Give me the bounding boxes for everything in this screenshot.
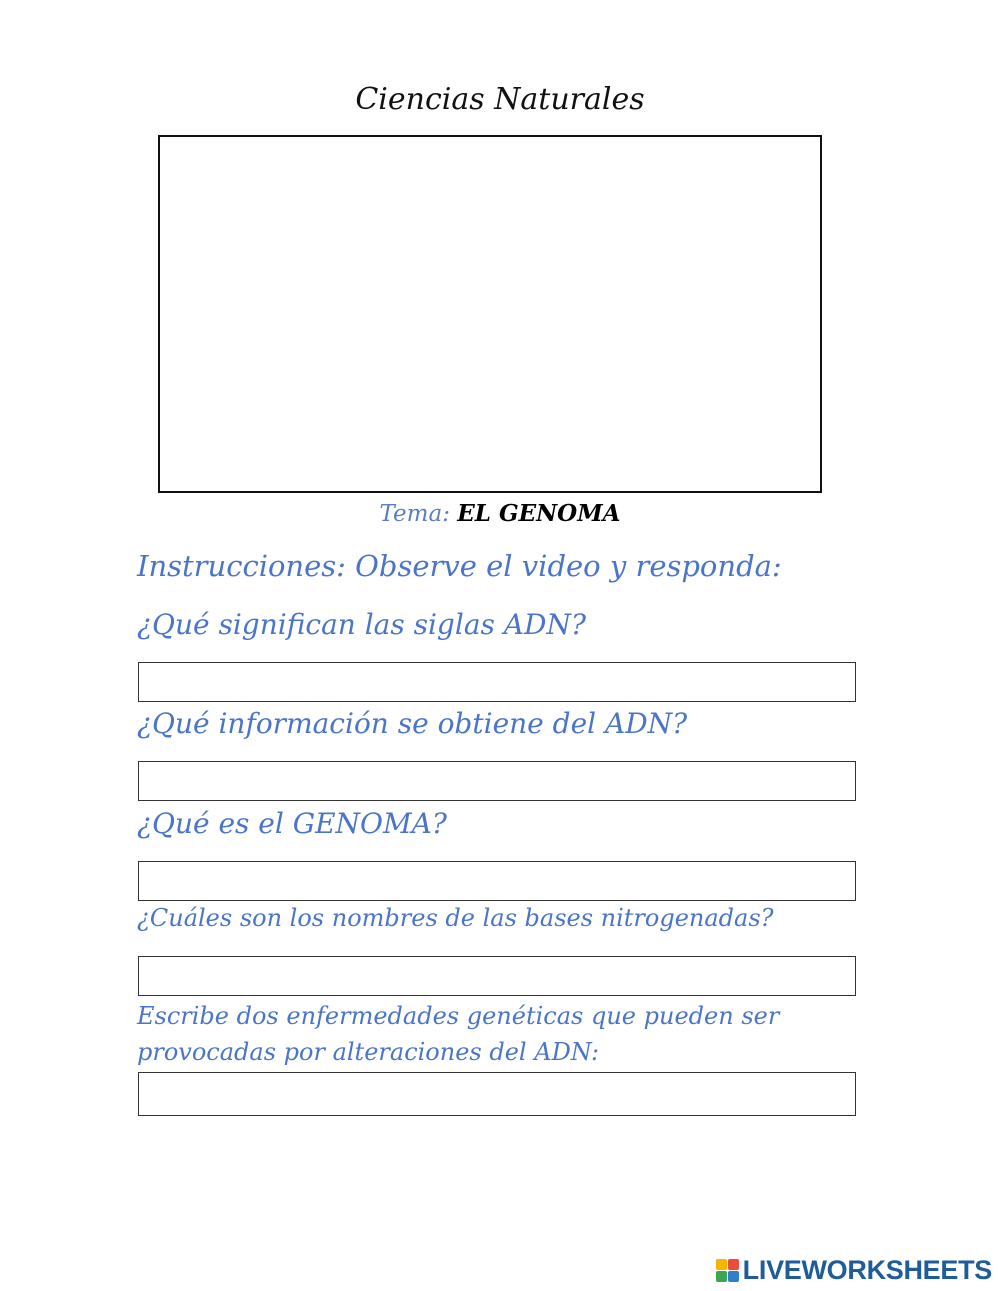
question-1: ¿Qué significan las siglas ADN? (137, 608, 586, 641)
subject-title: Ciencias Naturales (355, 82, 645, 117)
answer-field-4[interactable] (138, 956, 856, 996)
brand-name: LIVEWORKSHEETS (742, 1254, 992, 1285)
topic-line (0, 500, 1000, 527)
answer-field-3[interactable] (138, 861, 856, 901)
answer-field-2[interactable] (138, 761, 856, 801)
question-2: ¿Qué información se obtiene del ADN? (137, 707, 688, 740)
topic-value: EL GENOMA (457, 500, 621, 527)
answer-field-1[interactable] (138, 662, 856, 702)
liveworksheets-logo[interactable] (716, 1252, 992, 1288)
answer-field-5[interactable] (138, 1072, 856, 1116)
question-3: ¿Qué es el GENOMA? (137, 807, 447, 840)
question-4: ¿Cuáles son los nombres de las bases nitrogenadas? (137, 904, 774, 932)
video-frame[interactable] (158, 135, 822, 493)
instructions-text: Instrucciones: Observe el video y responda: (137, 549, 782, 583)
liveworksheets-logo-icon (716, 1259, 739, 1282)
question-5: Escribe dos enfermedades genéticas que pueden ser provocadas por alteraciones del ADN: (137, 1002, 780, 1066)
topic-label: Tema: (379, 501, 450, 527)
